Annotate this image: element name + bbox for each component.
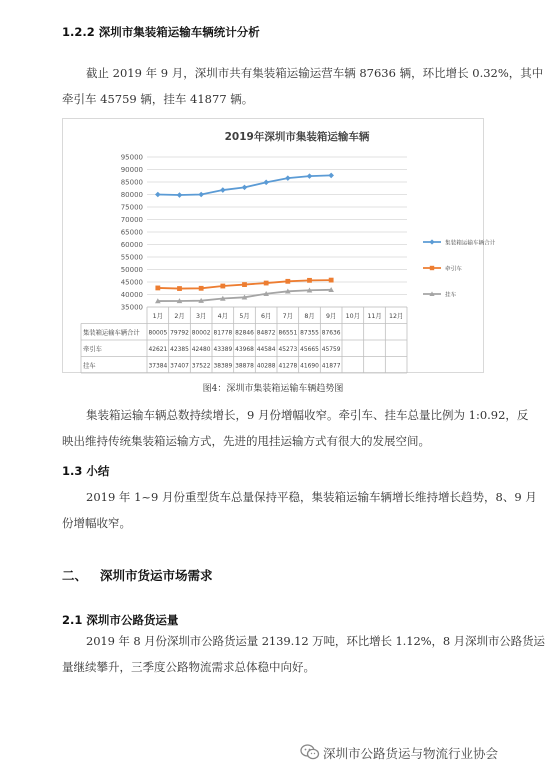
x-tick-label: 8月 [304,312,315,320]
table-cell-value: 37384 [148,363,168,370]
table-cell-value: 42480 [191,346,211,353]
table-cell-value: 43968 [235,346,254,353]
x-tick-label: 10月 [345,312,360,320]
table-cell-value: 80005 [148,330,168,337]
data-point [198,192,204,198]
table-cell-value: 45665 [300,346,319,353]
table-cell-value: 87355 [300,330,319,337]
data-point [177,192,183,198]
data-point [307,173,313,179]
table-cell-value: 45273 [278,346,298,353]
paragraph-1-line-2: 牵引车 45759 辆，挂车 41877 辆。 [62,92,254,106]
y-tick-label: 85000 [120,178,143,187]
legend-marker [429,239,434,244]
line-chart [63,119,496,372]
paragraph-4-line-2: 量继续攀升，三季度公路物流需求总体稳中向好。 [62,660,315,674]
y-tick-label: 55000 [120,253,143,262]
section-heading-2-1: 2.1 深圳市公路货运量 [62,613,179,627]
legend-label: 挂车 [445,292,457,299]
data-point [242,282,247,287]
table-cell-value: 41877 [321,363,341,370]
data-point [307,278,312,283]
x-tick-label: 12月 [389,312,404,320]
data-point [285,175,291,181]
paragraph-4-line-1: 2019 年 8 月份深圳市公路货运量 2139.12 万吨，环比增长 1.12%，8 月深圳市公路货运 [86,634,545,648]
x-tick-label: 4月 [217,312,228,320]
y-tick-label: 95000 [120,153,143,162]
table-cell-value: 79792 [170,330,189,337]
data-point [155,192,161,198]
x-tick-label: 11月 [367,312,382,320]
x-tick-label: 2月 [174,312,185,320]
data-point [220,284,225,289]
y-tick-label: 90000 [120,166,143,175]
x-tick-label: 1月 [152,312,163,320]
y-tick-label: 40000 [120,291,143,300]
y-tick-label: 80000 [120,191,143,200]
table-cell-value: 40288 [256,363,276,370]
table-cell-value: 84872 [256,330,276,337]
paragraph-3-line-2: 份增幅收窄。 [62,516,131,530]
x-tick-label: 9月 [326,312,337,320]
table-cell-value: 86551 [278,330,298,337]
y-tick-label: 75000 [120,203,143,212]
table-cell-value: 87636 [321,330,341,337]
table-cell-value: 43389 [213,346,233,353]
y-tick-label: 65000 [120,228,143,237]
data-point [263,180,269,186]
data-point [177,286,182,291]
x-tick-label: 3月 [196,312,207,320]
figure-caption: 图4：深圳市集装箱运输车辆趋势图 [202,384,344,394]
chapter-title: 深圳市货运市场需求 [100,568,213,583]
paragraph-1-line-1: 截止 2019 年 9 月，深圳市共有集装箱运输运营车辆 87636 辆，环比增长 0.32%，其中 [86,66,544,80]
chart-title: 2019年深圳市集装箱运输车辆 [224,131,370,143]
section-heading-1-2-2: 1.2.2 深圳市集装箱运输车辆统计分析 [62,25,260,39]
table-row-label: 牵引车 [83,345,102,353]
table-cell-value: 42385 [170,346,189,353]
chapter-number: 二、 [62,568,88,583]
paragraph-2-line-1: 集装箱运输车辆总数持续增长，9 月份增幅收窄。牵引车、挂车总量比例为 1:0.92，反 [86,408,529,422]
table-cell-value: 41690 [300,363,319,370]
table-cell-value: 37522 [191,363,211,370]
data-point [285,279,290,284]
wechat-icon [300,744,320,764]
table-cell-value: 38878 [235,363,254,370]
table-cell-value: 37407 [170,363,189,370]
table-cell-value: 81778 [213,330,233,337]
data-point [199,286,204,291]
table-row-label: 挂车 [83,362,96,370]
legend-label: 集装箱运输车辆合计 [445,240,496,247]
table-cell-value: 80002 [191,330,211,337]
y-tick-label: 70000 [120,216,143,225]
paragraph-3-line-1: 2019 年 1~9 月份重型货车总量保持平稳，集装箱运输车辆增长维持增长趋势，8、9 月 [86,490,537,504]
table-cell-value: 45759 [321,346,341,353]
table-cell-value: 44584 [256,346,276,353]
x-tick-label: 7月 [282,312,293,320]
x-tick-label: 5月 [239,312,250,320]
table-cell-value: 38389 [213,363,233,370]
paragraph-2-line-2: 映出维持传统集装箱运输方式，先进的甩挂运输方式有很大的发展空间。 [62,434,430,448]
x-tick-label: 6月 [261,312,272,320]
data-point [328,173,334,179]
data-point [264,281,269,286]
y-tick-label: 35000 [120,303,143,312]
legend-marker [430,266,434,270]
legend-label: 牵引车 [445,266,462,273]
data-point [329,278,334,283]
data-point [220,187,226,193]
table-cell-value: 82846 [235,330,254,337]
table-row-label: 集装箱运输车辆合计 [83,329,140,337]
table-cell-value: 41278 [278,363,298,370]
chart-container [62,118,496,373]
y-tick-label: 45000 [120,278,143,287]
watermark-text: 深圳市公路货运与物流行业协会 [323,746,499,761]
data-point [155,286,160,291]
section-heading-1-3: 1.3 小结 [62,464,110,478]
data-point [242,185,248,191]
table-cell-value: 42621 [148,346,168,353]
y-tick-label: 50000 [120,266,143,275]
y-tick-label: 60000 [120,241,143,250]
